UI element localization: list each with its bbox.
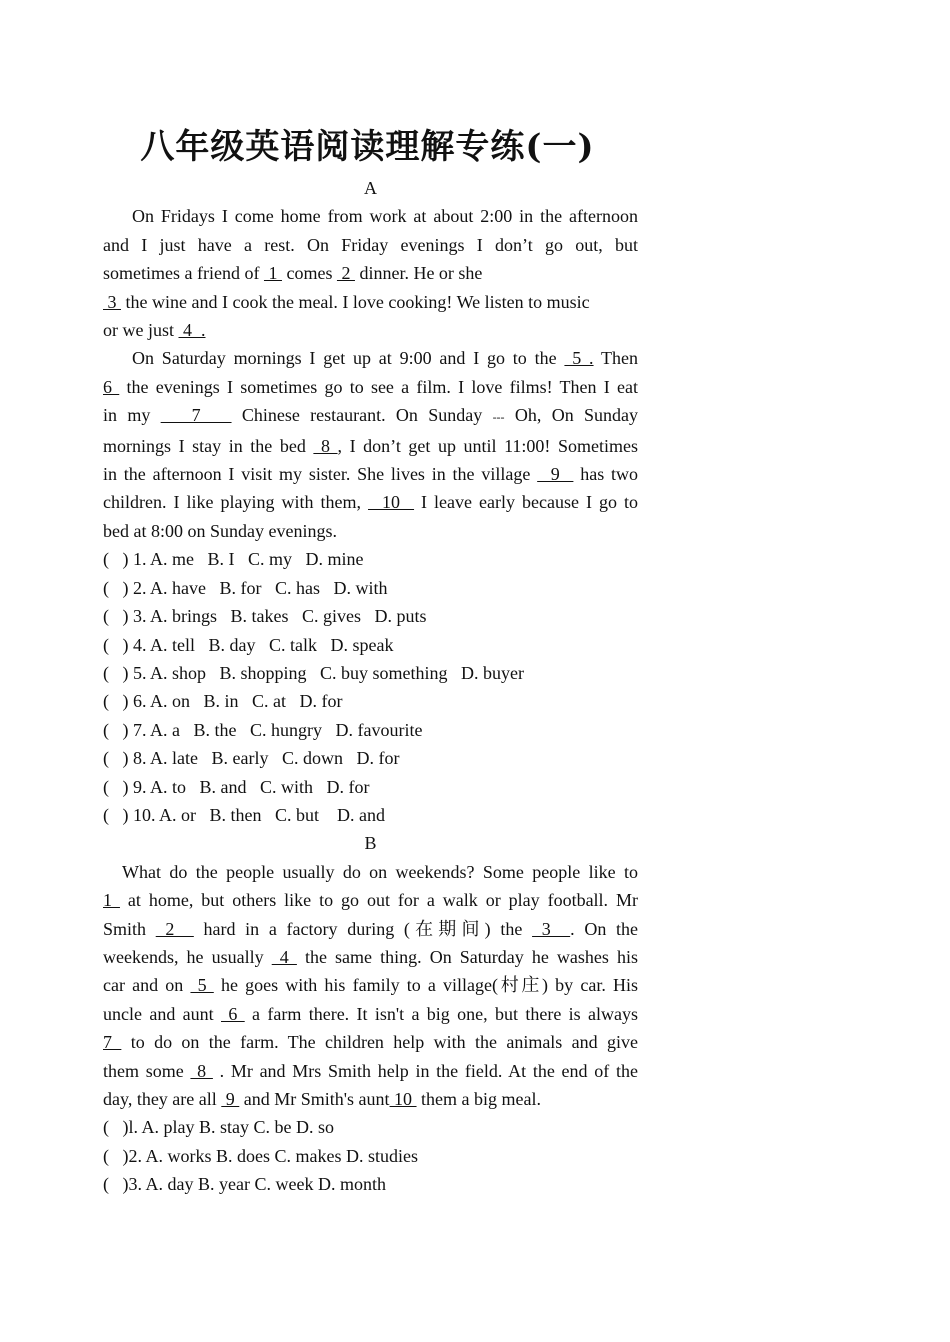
passage-b-line-1: What do the people usually do on weekends? Some people like to: [122, 861, 638, 882]
blank-8: 8: [313, 435, 338, 456]
text-run: to do on the farm. The children help with the animals and give: [121, 1032, 638, 1053]
question-a-3: ( ) 3. A. brings B. takes C. gives D. puts: [103, 606, 427, 627]
question-a-1: ( ) 1. A. me B. I C. my D. mine: [103, 549, 364, 570]
passage-a-line-3: [103, 259, 638, 287]
passage-b-line-6: [103, 1000, 638, 1028]
text-run: in my: [103, 405, 161, 426]
blank-b-9: 9: [221, 1089, 240, 1109]
passage-b-line-7: [103, 1028, 638, 1056]
passage-a-line-8: [103, 401, 638, 431]
question-a-10: ( ) 10. A. or B. then C. but D. and: [103, 804, 385, 825]
blank-b-1: 1: [103, 890, 120, 911]
passage-a: [103, 202, 638, 545]
passage-b-line-3: [103, 915, 638, 943]
text-run: dinner. He or she: [354, 263, 483, 284]
section-a-label: A: [364, 178, 377, 198]
question-a-2: ( ) 2. A. have B. for C. has D. with: [103, 577, 388, 598]
passage-a-line-12: bed at 8:00 on Sunday evenings.: [103, 520, 337, 541]
text-run: them some: [103, 1060, 191, 1081]
text-run: I leave early because I go to: [414, 492, 638, 513]
passage-a-line-11: [103, 488, 638, 516]
passage-a-line-2: and I just have a rest. On Friday evenings I don’t go out, but: [103, 234, 638, 255]
text-run: uncle and aunt: [103, 1003, 221, 1024]
blank-10: 10: [368, 492, 415, 513]
text-run: the same thing. On Saturday he washes his: [296, 946, 638, 967]
blank-b-2: 2: [155, 918, 194, 939]
text-run: Chinese restaurant. On Sunday: [231, 405, 493, 426]
text-run: in the afternoon I visit my sister. She lives in the village: [103, 464, 538, 485]
blank-b-4: 4: [271, 946, 297, 967]
text-run: and Mr Smith's aunt: [239, 1089, 390, 1109]
text-run: weekends, he usually: [103, 946, 272, 967]
section-b-label: B: [364, 833, 377, 854]
text-run: Oh, On Sunday: [504, 405, 639, 426]
passage-b-line-2: [103, 886, 638, 914]
text-run: children. I like playing with them,: [103, 492, 368, 513]
question-a-9: ( ) 9. A. to B. and C. with D. for: [103, 776, 370, 797]
question-b-1: ( )l. A. play B. stay C. be D. so: [103, 1117, 334, 1138]
text-run: sometimes a friend of: [103, 263, 264, 284]
blank-b-6: 6: [221, 1003, 245, 1024]
passage-b-line-4: [103, 943, 638, 971]
blank-3: 3: [103, 291, 121, 312]
text-run: car and on: [103, 975, 191, 996]
text-run: hard in a factory during (在期间) the: [193, 918, 533, 939]
blank-b-7: 7: [103, 1032, 122, 1053]
passage-a-line-9: [103, 432, 638, 460]
passage-b-line-8: [103, 1057, 638, 1085]
text-run: day, they are all: [103, 1089, 222, 1109]
passage-a-line-4: [103, 288, 638, 316]
blank-9: 9: [537, 464, 574, 485]
question-a-6: ( ) 6. A. on B. in C. at D. for: [103, 691, 343, 712]
text-run: he goes with his family to a village(村庄) by car. His: [213, 975, 638, 996]
text-run: at home, but others like to go out for a walk or play football. Mr: [119, 890, 639, 911]
text-run: On Saturday mornings I get up at 9:00 and I go to the: [132, 348, 565, 369]
passage-a-line-10: [103, 460, 638, 488]
question-a-7: ( ) 7. A. a B. the C. hungry D. favourite: [103, 719, 423, 740]
question-a-4: ( ) 4. A. tell B. day C. talk D. speak: [103, 634, 394, 655]
text-run: or we just: [103, 320, 179, 341]
blank-b-8: 8: [190, 1060, 213, 1081]
question-b-3: ( )3. A. day B. year C. week D. month: [103, 1174, 386, 1195]
text-run: comes: [281, 263, 337, 284]
text-run: a farm there. It isn't a big one, but there is always: [244, 1003, 638, 1024]
text-run: them a big meal.: [416, 1089, 541, 1109]
text-run: Then: [593, 348, 639, 369]
questions-b: [103, 1113, 638, 1198]
text-run: the evenings I sometimes go to see a film. I love films! Then I eat: [119, 376, 639, 397]
questions-a: [103, 545, 638, 829]
blank-7: 7: [160, 405, 232, 426]
blank-b-5: 5: [190, 975, 214, 996]
worksheet-page: [103, 120, 638, 1199]
blank-b-10: 10: [389, 1089, 417, 1109]
passage-b-line-5: [103, 971, 638, 999]
text-run: . Mr and Mrs Smith help in the field. At the end of the: [212, 1060, 638, 1081]
text-run: the wine and I cook the meal. I love cooking! We listen to music: [121, 291, 590, 312]
blank-2: 2: [336, 263, 355, 284]
blank-b-3: 3: [532, 918, 571, 939]
passage-a-line-6: [103, 344, 638, 372]
blank-6: 6: [103, 376, 120, 397]
text-run: has two: [573, 464, 639, 485]
passage-b: [103, 858, 638, 1114]
question-a-5: ( ) 5. A. shop B. shopping C. buy something D. buyer: [103, 662, 524, 683]
text-run: , I don’t get up until 11:00! Sometimes: [337, 435, 638, 456]
question-b-2: ( )2. A. works B. does C. makes D. studies: [103, 1145, 418, 1166]
question-a-8: ( ) 8. A. late B. early C. down D. for: [103, 748, 400, 769]
blank-4: 4 .: [178, 320, 206, 341]
passage-a-line-5: [103, 316, 638, 344]
passage-a-line-1: On Fridays I come home from work at about 2:00 in the afternoon: [132, 206, 638, 227]
passage-a-line-7: [103, 373, 638, 401]
passage-b-line-9: [103, 1085, 638, 1113]
blank-5: 5 .: [564, 348, 594, 369]
text-run: mornings I stay in the bed: [103, 435, 314, 456]
dash-mark: ---: [492, 410, 505, 425]
blank-1: 1: [263, 263, 282, 284]
page-title: 八年级英语阅读理解专练(一): [140, 127, 595, 167]
text-run: Smith: [103, 918, 156, 939]
text-run: . On the: [570, 918, 639, 939]
